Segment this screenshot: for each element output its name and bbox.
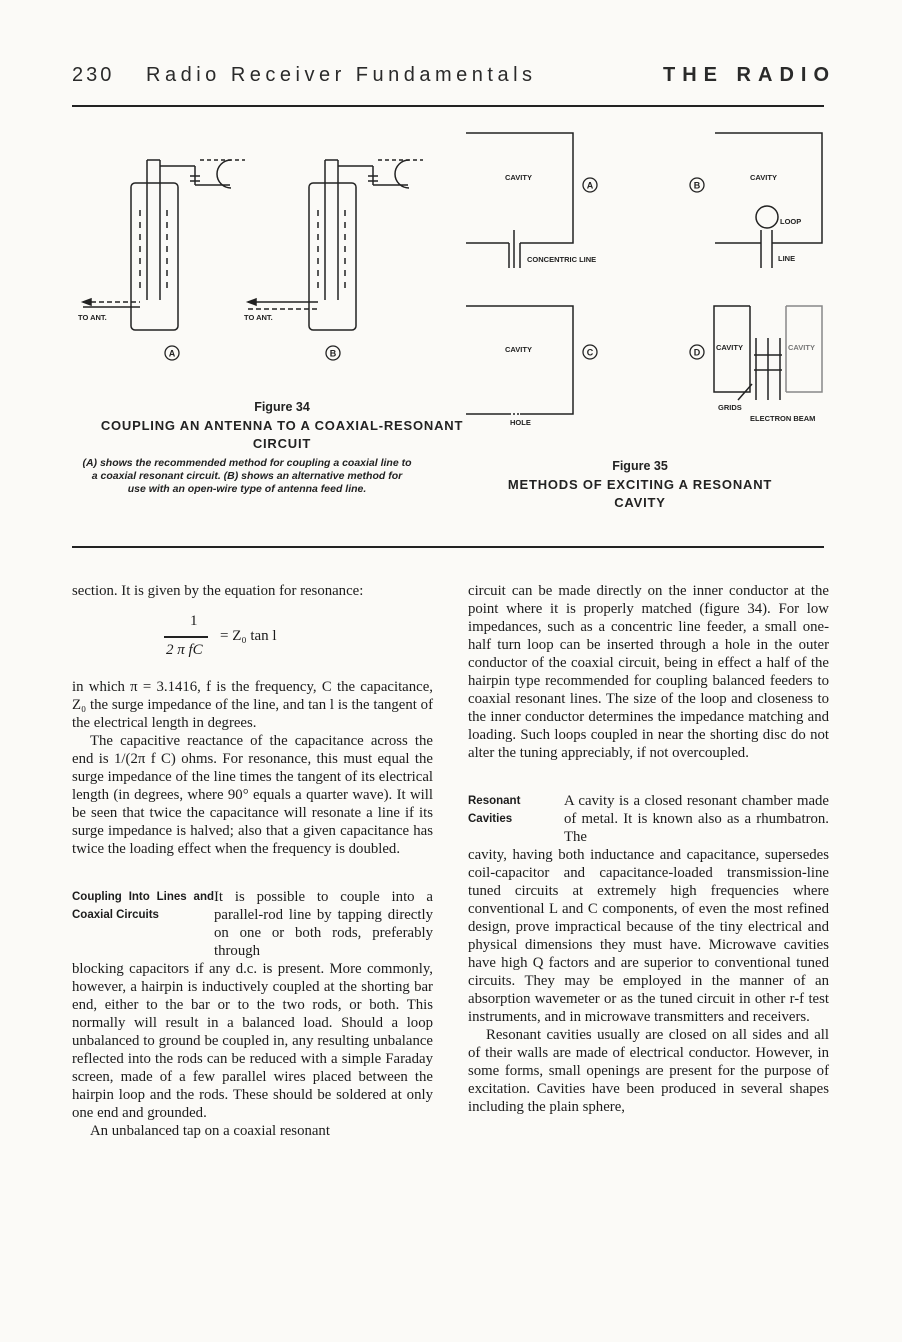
fig35-diagram-d: [714, 306, 822, 400]
page-number: 230: [72, 64, 115, 86]
fig35-loop: LOOP: [780, 217, 802, 226]
paragraph: circuit can be made directly on the inner conductor at the point where it is properly matched (figure 34). For low impedances, such as a concentric line feeder, a small one-half turn loop can be inserted through a hole in the outer conductor of the coaxial circuit, being in effect a half of the hairpin type recommended for coupling balanced feeders to coaxial resonant lines. The size of the loop and closeness to the inner conductor determines the impedance matching and loading. Such loops coupled in near the shorting disc do not alter the tuning appreciably, if not overcoupled.: [468, 583, 829, 761]
fig35-cavity-d-right: CAVITY: [788, 343, 815, 352]
paragraph: It is possible to couple into a parallel-rod line by tapping directly on one or both rods, preferably through: [214, 889, 433, 959]
resonance-equation: [72, 608, 433, 672]
paragraph: Resonant cavities usually are closed on all sides and all of their walls are made of electrical conductor. However, in some forms, small openings are present for the purpose of excitation. Cavities have been produced in several shapes including the plain sphere,: [468, 1027, 829, 1115]
paragraph: cavity, having both inductance and capacitance, supersedes coil-capacitor and capacitance-loaded transmission-line tuned circuits at extremely high frequencies where conventional L and C components, of even the most refined design, prove impractical because of the tiny electrical and physical dimensions they must have. Microwave cavities have high Q factors and are superior to conventional tuned circuits. They may be employed in the manner of an absorption wavemeter or as the tuned circuit in other r-f test instruments, and in microwave transmitters and receivers.: [468, 847, 829, 1025]
equation-numerator: 1: [190, 613, 198, 629]
equation-rhs: = Z₀ tan l: [220, 628, 277, 644]
circled-letters: [165, 178, 704, 360]
figure35-subtitle: METHODS OF EXCITING A RESONANT CAVITY: [507, 477, 773, 510]
book-title: Radio Receiver Fundamentals: [146, 64, 537, 86]
fig35-diagram-b: [715, 133, 822, 268]
paragraph: The capacitive reactance of the capacitance across the end is 1/(2π f C) ohms. For resonance, this must equal the surge impedance of the line times the tangent of its electrical length (in degrees, where 90° equals a quarter wave). It will be seen that twice the capacitance will resonate a line if its surge impedance is halved; also that a given capacitance has twice the loading effect when the frequency is doubled.: [72, 733, 433, 857]
running-title: THE RADIO: [663, 64, 836, 86]
fig35-concentric-line: CONCENTRIC LINE: [527, 255, 597, 264]
fig34-diagram-a: [83, 160, 245, 330]
fig35-grids: GRIDS: [718, 403, 742, 412]
fig35-electron-beam: ELECTRON BEAM: [750, 414, 816, 423]
figure35-caption: [480, 459, 800, 512]
figure34-subtitle: COUPLING AN ANTENNA TO A COAXIAL-RESONANT CIRCUIT: [100, 418, 464, 451]
paragraph: An unbalanced tap on a coaxial resonant: [90, 1123, 330, 1139]
fig35-cavity-a: CAVITY: [505, 173, 532, 182]
coupling-section: [72, 888, 433, 960]
paragraph: in which π = 3.1416, f is the frequency, C the capacitance, Z₀ the surge impedance of the line, and tan l is the tangent of the electrical length in degrees.: [72, 679, 433, 731]
figure34-description: (A) shows the recommended method for coupling a coaxial line to a coaxial resonant circuit. (B) shows an alternative method for use with an open-wire type of antenna feed line.: [82, 457, 412, 495]
side-heading-cavities: Resonant Cavities: [468, 795, 521, 825]
paragraph: A cavity is a closed resonant chamber made of metal. It is known also as a rhumbatron. The: [564, 793, 829, 845]
fig35-diagram-a: [466, 133, 573, 268]
fig35-line: LINE: [778, 254, 796, 263]
fig35-label-b: B: [693, 180, 701, 191]
figure34-title: Figure 34: [254, 400, 310, 414]
figure35-title: Figure 35: [612, 459, 668, 473]
fig35-label-a: A: [586, 180, 594, 191]
side-heading-coupling: Coupling Into Lines and Coaxial Circuits: [72, 891, 214, 921]
paragraph: section. It is given by the equation for resonance:: [72, 583, 364, 599]
left-column: [72, 582, 433, 1140]
fig35-label-c: C: [586, 347, 594, 358]
figure34-caption: [72, 400, 492, 496]
right-column: [468, 582, 829, 1116]
fig35-cavity-c: CAVITY: [505, 345, 532, 354]
fig34-label-b: B: [329, 348, 337, 359]
equation-denominator: 2 π fC: [166, 642, 203, 658]
fig35-cavity-b: CAVITY: [750, 173, 777, 182]
fig35-diagram-c: [466, 306, 573, 414]
fig35-hole: HOLE: [510, 418, 531, 427]
fraction-bar: [164, 636, 208, 638]
fig34-to-ant-a: TO ANT.: [78, 313, 107, 322]
fig35-label-d: D: [693, 347, 701, 358]
paragraph: blocking capacitors if any d.c. is present. More commonly, however, a hairpin is inductively coupled at the shorting bar end, either to the bar or to the two rods, or both. This normally will result in a balanced load. Should a loop unbalanced to ground be coupled in, any resulting unbalance reflected into the rods can be reduced with a simple Faraday screen, made of a few parallel wires placed between the hairpin loop and the rods. These should be soldered at only one end and grounded.: [72, 961, 433, 1121]
fig34-diagram-b: [248, 160, 423, 330]
section-rule: [72, 546, 824, 548]
fig34-label-a: A: [168, 348, 176, 359]
cavities-section: [468, 792, 829, 846]
fig34-to-ant-b: TO ANT.: [244, 313, 273, 322]
fig35-cavity-d-left: CAVITY: [716, 343, 743, 352]
